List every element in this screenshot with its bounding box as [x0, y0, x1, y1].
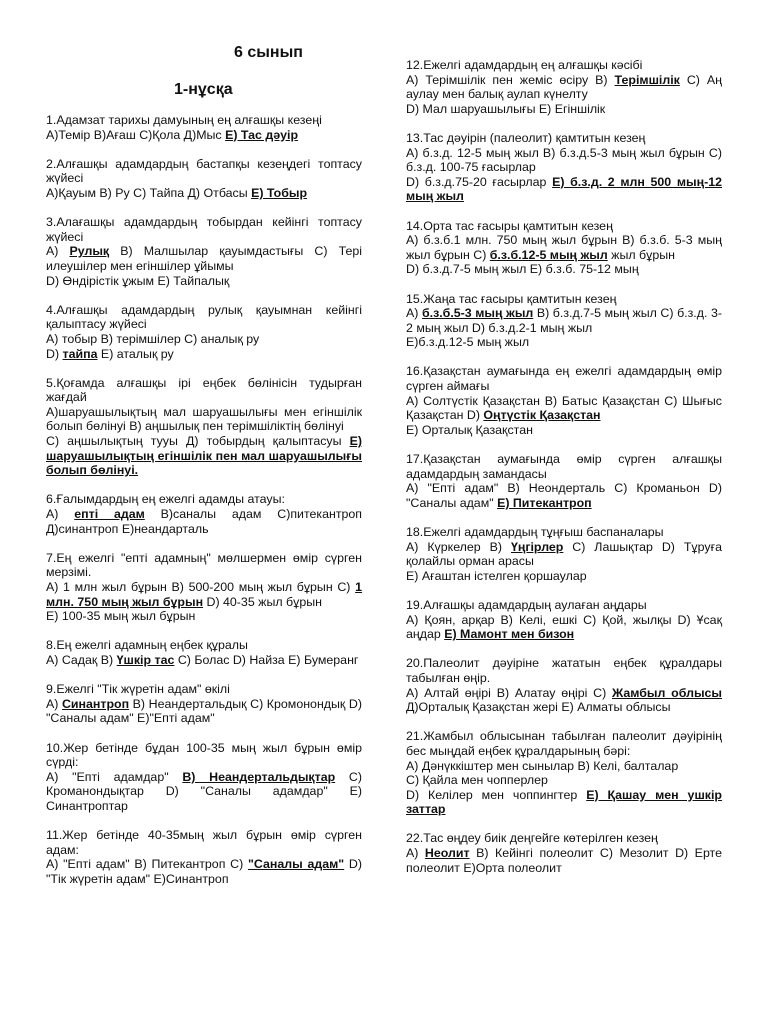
correct-answer: Е) Питекантроп — [497, 495, 592, 510]
question-list-right — [406, 58, 722, 890]
answer-options — [406, 759, 722, 774]
text-segment: А) Дәнүккіштер мен сынылар В) Келі, балталар — [406, 758, 679, 773]
correct-answer: Неолит — [424, 846, 470, 861]
question-item — [406, 729, 722, 817]
question-text — [406, 452, 722, 481]
question-item — [406, 131, 722, 204]
text-segment: А) б.з.д. 12-5 мың жыл В) б.з.д.5-3 мың жыл бұрын С) б.з.д. 100-75 ғасырлар — [406, 145, 722, 175]
question-item — [406, 292, 722, 350]
answer-options — [46, 128, 362, 143]
text-segment: А) — [46, 507, 75, 522]
question-text — [46, 215, 362, 244]
text-segment: Е) 100-35 мың жыл бұрын — [46, 609, 196, 624]
question-item — [46, 376, 362, 478]
correct-answer: Үшкір тас — [116, 652, 175, 667]
answer-options — [46, 653, 362, 668]
text-segment: 4.Алғашқы адамдардың рулық қауымнан кейінгі қалыптасу жүйесі — [46, 302, 362, 332]
correct-answer: тайпа — [62, 346, 98, 361]
text-segment: А) Қоян, арқар В) Келі, ешкі С) Қой, жылқы D) Ұсақ аңдар — [406, 612, 722, 642]
text-segment: А) "Епті адамдар" — [46, 769, 183, 784]
answer-options — [46, 580, 362, 609]
text-segment: С) Қайла мен чопперлер — [406, 773, 548, 788]
text-segment: А) Алтай өңірі В) Алатау өңірі С) — [406, 685, 613, 700]
correct-answer: Е) б.з.д. 2 млн 500 мың-12 мың жыл — [406, 174, 722, 204]
text-segment: 9.Ежелгі "Тік жүретін адам" өкілі — [46, 682, 230, 697]
text-segment: С) аңшылықтың тууы Д) тобырдың қалыптасуы — [46, 434, 350, 449]
text-segment: С) Болас D) Найза Е) Бумеранг — [174, 652, 359, 667]
text-segment: А) — [46, 696, 62, 711]
text-segment: А) — [406, 306, 422, 321]
answer-options — [406, 175, 722, 204]
text-segment: А) Солтүстік Қазақстан В) Батыс Қазақстан С) Шығыс Қазақстан D) — [406, 393, 722, 423]
answer-options — [406, 394, 722, 423]
text-segment: В) б.з.д.7-5 мың жыл С) б.з.д. 3-2 мың жыл D) б.з.д.2-1 мың жыл — [406, 306, 722, 335]
text-segment: С) Лашықтар D) Тұруға қолайлы орман арасы — [406, 539, 722, 569]
answer-options — [406, 569, 722, 584]
text-segment: В)саналы адам С)питекантроп Д)синантроп Е)неандарталь — [46, 507, 362, 536]
question-text — [406, 58, 722, 73]
question-item — [46, 828, 362, 886]
text-segment: С) Аң аулау мен балық аулап күнелту — [406, 72, 722, 102]
correct-answer: Е) Қашау мен ушкір заттар — [406, 787, 722, 817]
question-item — [46, 551, 362, 624]
question-text — [46, 303, 362, 332]
text-segment: В) Неандертальдық С) Кромонондық D) "Саналы адам" Е)"Епті адам" — [46, 696, 362, 726]
answer-options — [406, 233, 722, 262]
answer-options — [46, 770, 362, 814]
text-segment: В) Кейінгі полеолит С) Мезолит D) Ерте полеолит Е)Орта полеолит — [406, 846, 722, 875]
correct-answer: Е) Мамонт мен бизон — [444, 627, 575, 642]
text-segment: D) "Тік жүретін адам" Е)Синантроп — [46, 857, 362, 886]
variant-title: 1-нұсқа — [174, 81, 233, 98]
text-segment: 16.Қазақстан аумағында ең ежелгі адамдардың өмір сүрген аймағы — [406, 364, 722, 394]
answer-options — [406, 613, 722, 642]
question-item — [46, 638, 362, 667]
text-segment: жыл бұрын — [607, 247, 675, 262]
question-text — [406, 598, 722, 613]
text-segment: 22.Тас өңдеу биік деңгейге көтерілген кезең — [406, 831, 658, 846]
question-item — [46, 741, 362, 814]
text-segment: 19.Алғашқы адамдардың аулаған аңдары — [406, 597, 647, 612]
answer-options — [46, 274, 362, 289]
answer-options — [46, 347, 362, 362]
answer-options — [406, 773, 722, 788]
text-segment: 21.Жамбыл облысынан табылған палеолит дәуірінің бес мыңдай еңбек құралдарының бәрі: — [406, 729, 722, 758]
correct-answer: Рулық — [69, 244, 110, 259]
text-segment: 1.Адамзат тарихы дамуының ең алғашқы кезеңі — [46, 113, 322, 127]
question-text — [46, 551, 362, 580]
text-segment: 6.Ғалымдардың ең ежелгі адамды атауы: — [46, 492, 285, 507]
question-text — [406, 831, 722, 846]
text-segment: А)шаруашылықтың мал шаруашылығы мен егіншілік болып бөлінуі В) аңшылық пен терімшіліктің бөлінуі — [46, 404, 362, 434]
text-segment: 18.Ежелгі адамдардың тұңғыш баспаналары — [406, 525, 664, 539]
question-text — [406, 729, 722, 758]
question-text — [46, 741, 362, 770]
question-text — [46, 828, 362, 857]
text-segment: А)Қауым В) Ру С) Тайпа Д) Отбасы — [46, 185, 252, 200]
answer-options — [406, 423, 722, 438]
question-item — [406, 452, 722, 510]
text-segment: А) Садақ В) — [46, 652, 117, 667]
question-list-left — [46, 113, 362, 901]
answer-options — [406, 146, 722, 175]
text-segment: 5.Қоғамда алғашқы ірі еңбек бөлінісін тудырған жағдай — [46, 375, 362, 405]
answer-options — [46, 697, 362, 726]
text-segment: А) "Епті адам" В) Питекантроп С) — [46, 857, 248, 872]
correct-answer: б.з.б.5-3 мың жыл — [421, 306, 534, 321]
text-segment: D) б.з.д.75-20 ғасырлар — [406, 174, 553, 189]
text-segment: 13.Тас дәуірін (палеолит) қамтитын кезең — [406, 130, 646, 145]
text-segment: D) б.з.д.7-5 мың жыл Е) б.з.б. 75-12 мың — [406, 262, 639, 277]
question-item — [406, 58, 722, 116]
text-segment: Е) Орталық Қазақстан — [406, 422, 533, 437]
answer-options — [46, 186, 362, 201]
text-segment: 15.Жаңа тас ғасыры қамтитын кезең — [406, 291, 617, 306]
question-text — [46, 492, 362, 507]
correct-answer: Е) шаруашылықтың егіншілік пен мал шаруашылығы болып бөлінуі. — [46, 434, 362, 478]
answer-options — [406, 335, 722, 350]
text-segment: А) б.з.б.1 млн. 750 мың жыл бұрын В) б.з.б. 5-3 мың жыл бұрын С) — [406, 233, 722, 262]
question-text — [406, 656, 722, 685]
text-segment: А) тобыр В) терімшілер С) аналық ру — [46, 331, 260, 346]
text-segment: Е) Ағаштан істелген қоршаулар — [406, 568, 587, 583]
answer-options — [46, 405, 362, 434]
correct-answer: Терімшілік — [614, 72, 680, 87]
text-segment: 12.Ежелгі адамдардың ең алғашқы кәсібі — [406, 58, 643, 72]
text-segment: D) — [46, 346, 63, 361]
text-segment: 10.Жер бетінде бұдан 100-35 мың жыл бұрын өмір сүрді: — [46, 740, 362, 770]
correct-answer: Е) Тас дәуір — [225, 127, 299, 142]
correct-answer: Жамбыл облысы — [612, 685, 723, 700]
text-segment: 2.Алғашқы адамдардың бастапқы кезеңдегі топтасу жүйесі — [46, 156, 362, 186]
answer-options — [46, 857, 362, 886]
text-segment: D) Мал шаруашылығы Е) Егіншілік — [406, 101, 606, 116]
text-segment: 8.Ең ежелгі адамның еңбек құралы — [46, 638, 248, 653]
text-segment: А) — [406, 846, 425, 861]
grade-title: 6 сынып — [234, 44, 303, 61]
correct-answer: В) Неандертальдықтар — [182, 769, 336, 784]
text-segment: А) Күркелер В) — [406, 539, 511, 554]
text-segment: А) Терімшілік пен жеміс өсіру В) — [406, 72, 615, 87]
question-text — [406, 525, 722, 540]
correct-answer: 1 млн. 750 мың жыл бұрын — [46, 580, 362, 609]
question-item — [406, 598, 722, 642]
correct-answer: Синантроп — [61, 696, 130, 711]
answer-options — [46, 244, 362, 273]
correct-answer: б.з.б.12-5 мың жыл — [489, 247, 608, 262]
text-segment: А)Темір В)Ағаш С)Қола Д)Мыс — [46, 127, 226, 142]
text-segment: 11.Жер бетінде 40-35мың жыл бұрын өмір сүрген адам: — [46, 828, 362, 857]
question-text — [46, 376, 362, 405]
question-text — [406, 364, 722, 393]
question-item — [406, 831, 722, 875]
question-item — [406, 656, 722, 714]
question-text — [406, 292, 722, 307]
question-item — [406, 364, 722, 437]
question-item — [406, 219, 722, 277]
correct-answer: Оңтүстік Қазақстан — [483, 408, 601, 423]
text-segment: В) Малшылар қауымдастығы С) Тері илеушілер мен егіншілер ұйымы — [46, 244, 362, 273]
answer-options — [406, 262, 722, 277]
question-item — [46, 215, 362, 288]
text-segment: Е)б.з.д.12-5 мың жыл — [406, 335, 530, 350]
answer-options — [406, 686, 722, 715]
question-item — [46, 113, 362, 142]
text-segment: D) Келілер мен чоппингтер — [406, 787, 587, 802]
text-segment: А) 1 млн жыл бұрын В) 500-200 мың жыл бұрын С) — [46, 580, 356, 594]
question-item — [46, 303, 362, 361]
answer-options — [46, 609, 362, 624]
answer-options — [406, 102, 722, 117]
answer-options — [406, 540, 722, 569]
question-text — [46, 638, 362, 653]
text-segment: Д)Орталық Қазақстан жері Е) Алматы облысы — [406, 700, 671, 715]
question-text — [46, 157, 362, 186]
text-segment: А) "Епті адам" В) Неондерталь С) Кроманьон D) "Саналы адам" — [406, 481, 722, 510]
answer-options — [46, 332, 362, 347]
answer-options — [406, 481, 722, 510]
answer-options — [406, 788, 722, 817]
text-segment: D) 40-35 жыл бұрын — [203, 594, 322, 609]
question-item — [46, 157, 362, 201]
text-segment: 7.Ең ежелгі "епті адамның" мөлшермен өмір сүрген мерзімі. — [46, 550, 362, 580]
text-segment: Е) аталық ру — [97, 346, 174, 361]
correct-answer: Үңгірлер — [510, 539, 564, 554]
answer-options — [406, 306, 722, 335]
question-text — [46, 113, 362, 128]
question-item — [46, 682, 362, 726]
correct-answer: епті адам — [74, 507, 145, 522]
text-segment: 17.Қазақстан аумағында өмір сүрген алғашқы адамдардың замандасы — [406, 452, 722, 481]
question-item — [46, 492, 362, 536]
text-segment: А) — [46, 244, 70, 259]
question-item — [406, 525, 722, 583]
question-text — [46, 682, 362, 697]
answer-options — [46, 507, 362, 536]
text-segment: С) Кроманондықтар D) "Саналы адамдар" Е) Синантроптар — [46, 769, 362, 813]
text-segment: 14.Орта тас ғасыры қамтитын кезең — [406, 218, 613, 233]
text-segment: D) Өндірістік ұжым Е) Тайпалық — [46, 273, 230, 288]
question-text — [406, 219, 722, 234]
correct-answer: "Саналы адам" — [248, 857, 345, 872]
answer-options — [406, 73, 722, 102]
question-text — [406, 131, 722, 146]
answer-options — [406, 846, 722, 875]
answer-options — [46, 434, 362, 478]
correct-answer: Е) Тобыр — [251, 185, 308, 200]
text-segment: 20.Палеолит дәуіріне жататын еңбек құралдары табылған өңір. — [406, 656, 722, 685]
text-segment: 3.Алағашқы адамдардың тобырдан кейінгі топтасу жүйесі — [46, 215, 362, 244]
